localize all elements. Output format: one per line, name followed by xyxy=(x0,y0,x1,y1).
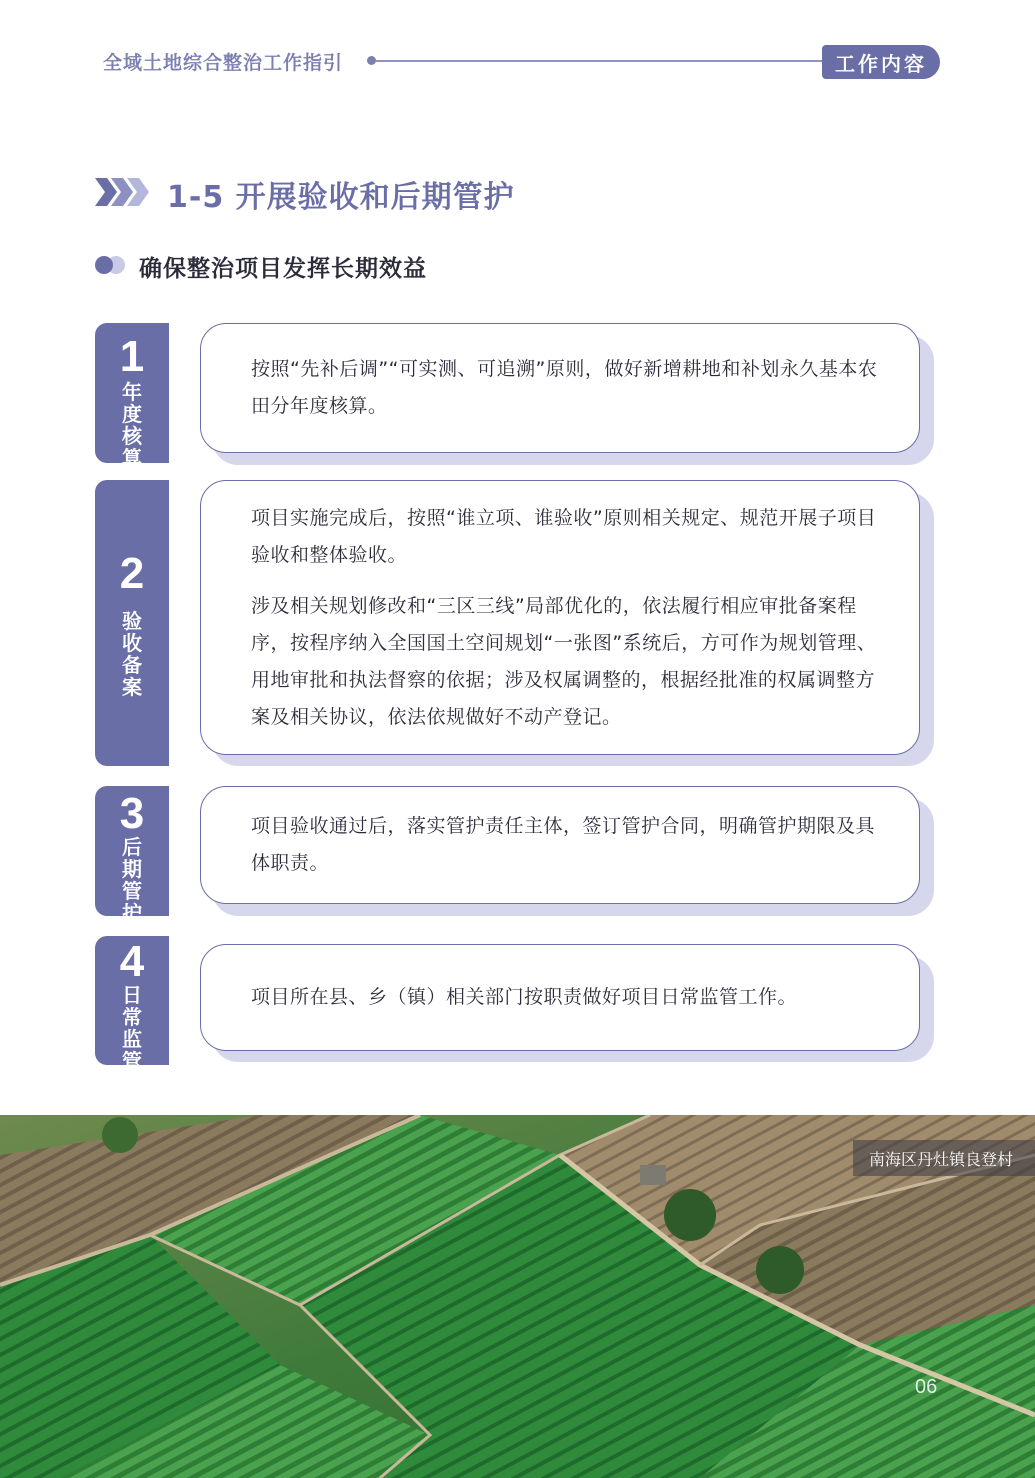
section-title: 1-5 开展验收和后期管护 xyxy=(167,180,515,215)
item-card-2 xyxy=(200,480,920,755)
item-number: 4 xyxy=(119,937,145,986)
header-dot xyxy=(367,56,376,65)
subheading: 确保整治项目发挥长期效益 xyxy=(139,256,427,282)
item-label: 后期管护 xyxy=(122,835,142,925)
subheading-dots-icon xyxy=(95,255,131,275)
item-card-3 xyxy=(200,786,920,904)
item-card-1 xyxy=(200,323,920,453)
item-paragraph: 项目实施完成后，按照“谁立项、谁验收”原则相关规定、规范开展子项目验收和整体验收。 xyxy=(251,506,877,566)
page-number: 06 xyxy=(915,1376,938,1398)
item-label: 日常监管 xyxy=(122,983,142,1073)
section-badge: 工作内容 xyxy=(822,45,940,79)
item-label: 验收备案 xyxy=(122,609,142,699)
item-tab-1 xyxy=(95,323,169,470)
item-card-4 xyxy=(200,944,920,1051)
item-number: 1 xyxy=(119,332,145,381)
header-divider xyxy=(376,60,828,62)
item-tab-4 xyxy=(95,936,169,1073)
item-tab-2 xyxy=(95,480,169,766)
item-number: 3 xyxy=(119,789,145,838)
item-label: 年度核算 xyxy=(122,380,142,470)
item-number: 2 xyxy=(119,549,145,598)
item-paragraph: 项目验收通过后，落实管护责任主体，签订管护合同，明确管护期限及具体职责。 xyxy=(251,815,876,874)
item-paragraph: 项目所在县、乡（镇）相关部门按职责做好项目日常监管工作。 xyxy=(251,986,798,1008)
item-tab-3 xyxy=(95,786,169,925)
photo-caption: 南海区丹灶镇良登村 xyxy=(853,1140,1035,1176)
chevrons-icon xyxy=(93,176,157,208)
item-paragraph: 按照“先补后调”“可实测、可追溯”原则，做好新增耕地和补划永久基本农田分年度核算。 xyxy=(251,358,878,417)
document-title: 全域土地综合整治工作指引 xyxy=(103,52,344,74)
item-paragraph: 涉及相关规划修改和“三区三线”局部优化的，依法履行相应审批备案程序，按程序纳入全国国土空间规划“一张图”系统后，方可作为规划管理、用地审批和执法督察的依据；涉及权属调整的，根据经批准的权属调整方案及相关协议，依法依规做好不动产登记。 xyxy=(251,594,877,728)
